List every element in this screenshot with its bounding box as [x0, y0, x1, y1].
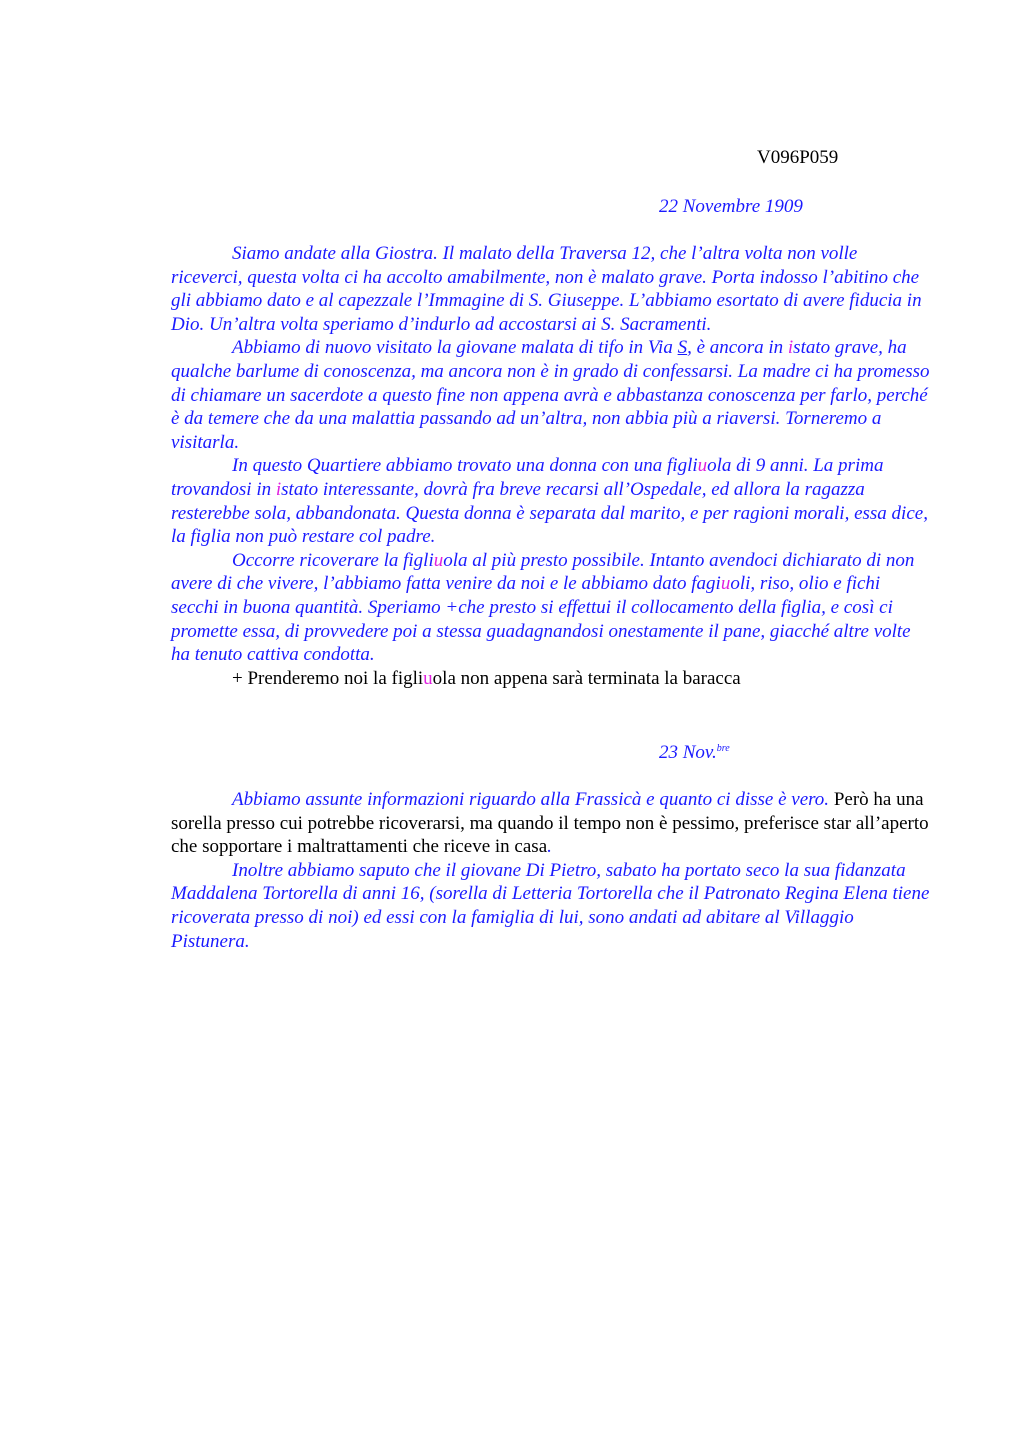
paragraph: Inoltre abbiamo saputo che il giovane Di Pietro, sabato ha portato seco la sua fidanzata Maddalena Tortorella di anni 16, (sorella di Letteria Tortorella che il Patronato Regina Elena tiene ricoverata presso di noi) ed essi con la famiglia di lui, sono andati ad abitare al Villaggio Pistunera. — [171, 859, 930, 952]
entry-body-1 — [171, 242, 931, 690]
entry-body-2 — [171, 788, 931, 953]
paragraph: Abbiamo di nuovo visitato la giovane malata di tifo in Via S, è ancora in istato grave, ha qualche barlume di conoscenza, ma ancora non è in grado di confessarsi. La madre ci ha promesso di chiamare un sacerdote a questo fine non appena avrà e abbastanza conoscenza per farlo, perché è da temere che da una malattia passando ad un’altra, non abbia più a riaversi. Torneremo a visitarla. — [171, 337, 930, 453]
paragraph-note: + Prenderemo noi la figliuola non appena sarà terminata la baracca — [232, 667, 741, 689]
paragraph: Siamo andate alla Giostra. Il malato della Traversa 12, che l’altra volta non volle riceverci, questa volta ci ha accolto amabilmente, non è malato grave. Porta indosso l’abitino che gli abbiamo dato e al capezzale l’Immagine di S. Giuseppe. L’abbiamo esortato di avere fiducia in Dio. Un’altra volta speriamo d’indurlo ad accostarsi ai S. Sacramenti. — [171, 243, 922, 335]
entry-date-2: 23 Nov.$^{bre}$ — [659, 742, 730, 763]
paragraph: Abbiamo assunte informazioni riguardo alla Frassicà e quanto ci disse è vero. Però ha una sorella presso cui potrebbe ricoverarsi, ma quando il tempo non è pessimo, preferisce star all’aperto che sopportare i maltrattamenti che riceve in casa. — [171, 789, 929, 858]
entry-date-1: 22 Novembre 1909 — [659, 196, 803, 217]
paragraph: Occorre ricoverare la figliuola al più presto possibile. Intanto avendoci dichiarato di non avere di che vivere, l’abbiamo fatta venire da noi e le abbiamo dato fagiuoli, riso, olio e fichi secchi in buona quantità. Speriamo +che presto si effettui il collocamento della figlia, e così ci promette essa, di provvedere poi a stessa guadagnandosi onestamente il pane, giacché altre volte ha tenuto cattiva condotta. — [171, 549, 915, 666]
paragraph: In questo Quartiere abbiamo trovato una donna con una figliuola di 9 anni. La prima trovandosi in istato interessante, dovrà fra breve recarsi all’Ospedale, ed allora la ragazza resterebbe sola, abbandonata. Questa donna è separata dal marito, e per ragioni morali, essa dice, la figlia non può restare col padre. — [171, 455, 928, 548]
page-reference: V096P059 — [757, 147, 839, 168]
